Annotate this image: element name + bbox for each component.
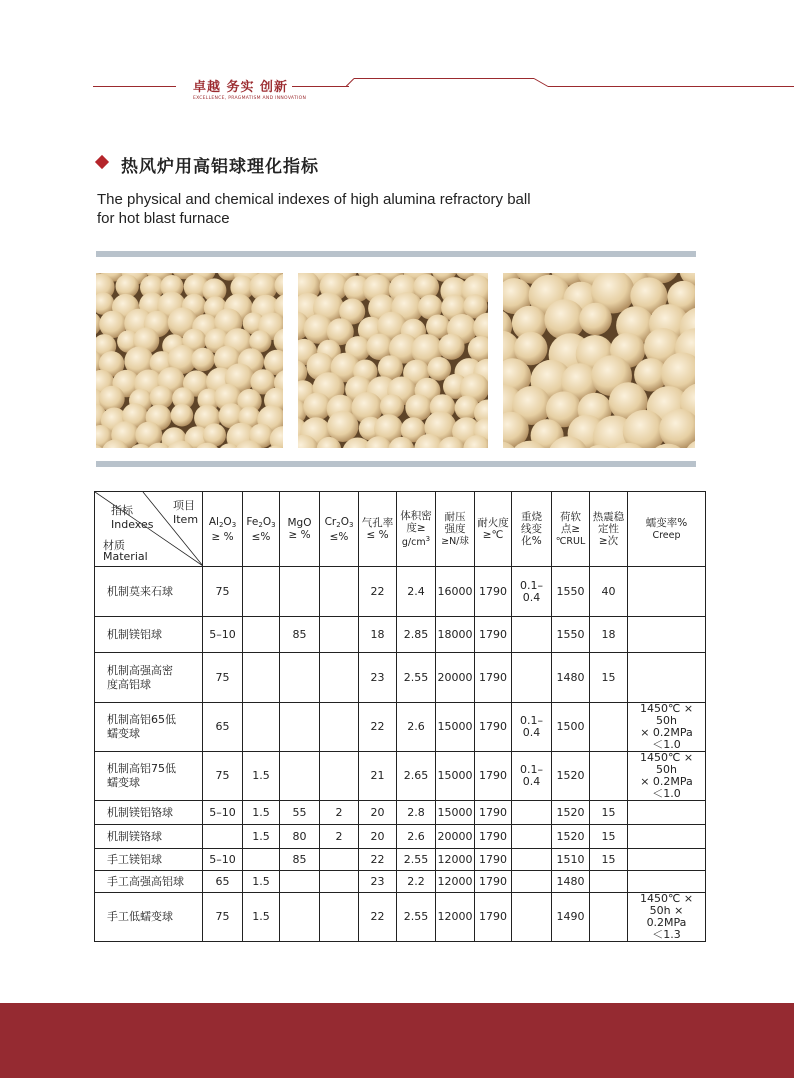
table-row [95, 653, 706, 703]
cell-density: 2.85 [397, 617, 436, 653]
cell-reheat: 0.1–0.4 [512, 703, 552, 752]
cell-fe2o3 [243, 567, 280, 617]
cell-al2o3: 65 [203, 703, 243, 752]
material-name-line: 机制镁铝球 [107, 627, 162, 641]
header-rule-slopes [346, 78, 556, 88]
cell-cr2o3 [320, 893, 359, 942]
cell-refractoriness: 1790 [475, 849, 512, 871]
cell-cr2o3 [320, 567, 359, 617]
table-row [95, 801, 706, 825]
cell-strength: 15000 [436, 703, 475, 752]
footer-band [0, 1003, 794, 1078]
cell-refractoriness: 1790 [475, 703, 512, 752]
cell-cr2o3 [320, 617, 359, 653]
cell-reheat [512, 653, 552, 703]
cell-fe2o3: 1.5 [243, 893, 280, 942]
cell-refractoriness: 1790 [475, 871, 512, 893]
refractory-balls-photo [503, 273, 695, 448]
cell-porosity: 22 [359, 567, 397, 617]
cell-creep [628, 752, 706, 801]
cell-creep [628, 653, 706, 703]
cell-cr2o3 [320, 703, 359, 752]
cell-density: 2.65 [397, 752, 436, 801]
cell-fe2o3: 1.5 [243, 871, 280, 893]
refractory-balls-photo [298, 273, 488, 448]
cell-al2o3: 75 [203, 893, 243, 942]
material-cell [95, 893, 203, 942]
cell-porosity: 23 [359, 653, 397, 703]
cell-rul: 1520 [552, 825, 590, 849]
cell-density: 2.55 [397, 653, 436, 703]
material-cell [95, 703, 203, 752]
cell-rul: 1500 [552, 703, 590, 752]
cell-thermal [590, 893, 628, 942]
creep-line: ＜1.0 [652, 738, 681, 751]
cell-mgo: 85 [280, 617, 320, 653]
creep-line: × 0.2MPa [640, 726, 693, 739]
cell-strength: 12000 [436, 871, 475, 893]
table-row [95, 617, 706, 653]
cell-thermal: 15 [590, 849, 628, 871]
item-en-label: Item [173, 513, 199, 526]
cell-mgo [280, 653, 320, 703]
cell-thermal [590, 871, 628, 893]
creep-line: 1450℃ × 50h [639, 751, 694, 776]
cell-rul: 1480 [552, 653, 590, 703]
material-name-line: 手工镁铝球 [107, 852, 162, 866]
cell-fe2o3 [243, 653, 280, 703]
cell-thermal [590, 703, 628, 752]
cell-porosity: 21 [359, 752, 397, 801]
cell-al2o3: 75 [203, 653, 243, 703]
cell-porosity: 20 [359, 801, 397, 825]
header-rule-top [354, 78, 534, 79]
cell-rul: 1510 [552, 849, 590, 871]
header-rule-right [548, 86, 794, 87]
header-rule-mid [292, 86, 349, 87]
material-cell [95, 801, 203, 825]
table-row [95, 703, 706, 752]
cell-fe2o3: 1.5 [243, 825, 280, 849]
material-cell [95, 653, 203, 703]
cell-strength: 12000 [436, 893, 475, 942]
creep-line: 1450℃ × 50h [639, 702, 694, 727]
cell-mgo [280, 871, 320, 893]
cell-porosity: 20 [359, 825, 397, 849]
cell-cr2o3: 2 [320, 801, 359, 825]
material-cell [95, 825, 203, 849]
cell-creep [628, 567, 706, 617]
material-cn-label: 材质 [103, 539, 125, 552]
cell-mgo [280, 567, 320, 617]
material-cell [95, 617, 203, 653]
table-row [95, 871, 706, 893]
col-header-strength: 耐压 强度 ≥N/球 [436, 492, 475, 567]
cell-creep [628, 825, 706, 849]
cell-reheat [512, 617, 552, 653]
col-header-reheat-change: 重烧 线变 化% [512, 492, 552, 567]
balls-illustration [298, 273, 488, 448]
cell-density: 2.55 [397, 893, 436, 942]
header-slogan: 卓越 务实 创新 [193, 80, 289, 95]
cell-mgo [280, 703, 320, 752]
corner-header-cell [95, 492, 203, 567]
material-name-line: 手工高强高铝球 [107, 874, 184, 888]
cell-mgo: 55 [280, 801, 320, 825]
material-cell [95, 567, 203, 617]
cell-creep [628, 849, 706, 871]
creep-line: 0.2MPa [646, 916, 687, 929]
material-cell [95, 849, 203, 871]
cell-fe2o3 [243, 849, 280, 871]
cell-density: 2.6 [397, 825, 436, 849]
cell-mgo [280, 752, 320, 801]
material-name-line: 蠕变球 [107, 776, 140, 789]
cell-creep [628, 871, 706, 893]
cell-cr2o3 [320, 849, 359, 871]
col-header-al2o3: $Al_2O_3$ ≥ % [203, 492, 243, 567]
cell-thermal: 15 [590, 825, 628, 849]
cell-cr2o3 [320, 752, 359, 801]
page-title-en: The physical and chemical indexes of high alumina refractory ball for hot blast furnace [97, 191, 531, 227]
cell-refractoriness: 1790 [475, 617, 512, 653]
cell-rul: 1550 [552, 567, 590, 617]
cell-reheat [512, 801, 552, 825]
table-row [95, 752, 706, 801]
material-name-line: 蠕变球 [107, 727, 140, 740]
cell-mgo [280, 893, 320, 942]
cell-al2o3: 5–10 [203, 617, 243, 653]
refractory-balls-photo [96, 273, 283, 448]
cell-al2o3: 75 [203, 752, 243, 801]
separator-bottom [96, 461, 696, 467]
header-rule-left [93, 86, 176, 87]
cell-cr2o3 [320, 653, 359, 703]
cell-rul: 1480 [552, 871, 590, 893]
cell-al2o3 [203, 825, 243, 849]
item-cn-label: 项目 [173, 499, 195, 512]
cell-creep [628, 703, 706, 752]
cell-density: 2.8 [397, 801, 436, 825]
col-header-refractoriness: 耐火度 ≥℃ [475, 492, 512, 567]
cell-al2o3: 5–10 [203, 801, 243, 825]
cell-refractoriness: 1790 [475, 653, 512, 703]
cell-strength: 18000 [436, 617, 475, 653]
cell-rul: 1550 [552, 617, 590, 653]
table-row [95, 849, 706, 871]
header-slogan-en: EXCELLENCE, PRAGMATISM AND INNOVATION [193, 96, 307, 101]
cell-creep [628, 617, 706, 653]
cell-fe2o3: 1.5 [243, 752, 280, 801]
col-header-density: 体积密 度≥ $g/cm^3$ [397, 492, 436, 567]
cell-refractoriness: 1790 [475, 801, 512, 825]
col-header-thermal-shock: 热震稳 定性 ≥次 [590, 492, 628, 567]
material-name-line: 机制高铝75低 [107, 762, 176, 775]
cell-porosity: 22 [359, 893, 397, 942]
index-en-label: Indexes [111, 518, 154, 531]
cell-porosity: 22 [359, 703, 397, 752]
material-en-label: Material [103, 550, 148, 563]
creep-line: 1450℃ × 50h × [639, 892, 694, 917]
col-header-rul: 荷软 点≥ ℃RUL [552, 492, 590, 567]
cell-strength: 15000 [436, 752, 475, 801]
cell-reheat [512, 893, 552, 942]
col-header-creep: 蠕变率% Creep [628, 492, 706, 567]
material-name-line: 机制镁铬球 [107, 829, 162, 843]
cell-fe2o3 [243, 617, 280, 653]
creep-line: ＜1.0 [652, 787, 681, 800]
table-header-row [95, 492, 706, 567]
cell-refractoriness: 1790 [475, 825, 512, 849]
col-header-fe2o3: $Fe_2O_3$ ≤% [243, 492, 280, 567]
cell-density: 2.4 [397, 567, 436, 617]
cell-fe2o3: 1.5 [243, 801, 280, 825]
cell-reheat [512, 871, 552, 893]
material-name-line: 机制高强高密 [107, 663, 173, 677]
diamond-bullet-icon [95, 155, 109, 169]
material-name-line: 手工低蠕变球 [107, 910, 173, 923]
col-header-porosity: 气孔率 ≤ % [359, 492, 397, 567]
creep-line: × 0.2MPa [640, 775, 693, 788]
cell-refractoriness: 1790 [475, 567, 512, 617]
cell-strength: 12000 [436, 849, 475, 871]
table-row [95, 567, 706, 617]
cell-cr2o3: 2 [320, 825, 359, 849]
cell-reheat: 0.1–0.4 [512, 752, 552, 801]
cell-porosity: 18 [359, 617, 397, 653]
cell-porosity: 23 [359, 871, 397, 893]
cell-rul: 1490 [552, 893, 590, 942]
cell-refractoriness: 1790 [475, 893, 512, 942]
cell-thermal: 15 [590, 801, 628, 825]
cell-reheat: 0.1–0.4 [512, 567, 552, 617]
cell-reheat [512, 825, 552, 849]
cell-reheat [512, 849, 552, 871]
cell-refractoriness: 1790 [475, 752, 512, 801]
cell-thermal: 40 [590, 567, 628, 617]
balls-illustration [96, 273, 283, 448]
table-row [95, 825, 706, 849]
cell-al2o3: 65 [203, 871, 243, 893]
cell-mgo: 80 [280, 825, 320, 849]
cell-mgo: 85 [280, 849, 320, 871]
material-name-line: 机制镁铝铬球 [107, 805, 173, 819]
material-name-line: 度高铝球 [107, 677, 151, 691]
cell-strength: 20000 [436, 825, 475, 849]
cell-thermal [590, 752, 628, 801]
cell-density: 2.2 [397, 871, 436, 893]
cell-density: 2.6 [397, 703, 436, 752]
cell-thermal: 18 [590, 617, 628, 653]
properties-table [94, 491, 706, 942]
separator-top [96, 251, 696, 257]
cell-rul: 1520 [552, 752, 590, 801]
cell-density: 2.55 [397, 849, 436, 871]
cell-cr2o3 [320, 871, 359, 893]
cell-rul: 1520 [552, 801, 590, 825]
balls-illustration [503, 273, 695, 448]
index-cn-label: 指标 [111, 504, 133, 517]
cell-strength: 20000 [436, 653, 475, 703]
cell-al2o3: 75 [203, 567, 243, 617]
cell-strength: 16000 [436, 567, 475, 617]
creep-line: ＜1.3 [652, 928, 681, 941]
cell-fe2o3 [243, 703, 280, 752]
material-name-line: 机制莫来石球 [107, 584, 173, 598]
material-name-line: 机制高铝65低 [107, 713, 176, 726]
cell-creep [628, 893, 706, 942]
table-row [95, 893, 706, 942]
cell-al2o3: 5–10 [203, 849, 243, 871]
cell-thermal: 15 [590, 653, 628, 703]
cell-porosity: 22 [359, 849, 397, 871]
col-header-cr2o3: $Cr_2O_3$ ≤% [320, 492, 359, 567]
cell-strength: 15000 [436, 801, 475, 825]
cell-creep [628, 801, 706, 825]
material-cell [95, 752, 203, 801]
material-cell [95, 871, 203, 893]
page-title-cn: 热风炉用高铝球理化指标 [121, 157, 319, 177]
col-header-mgo: MgO ≥ % [280, 492, 320, 567]
